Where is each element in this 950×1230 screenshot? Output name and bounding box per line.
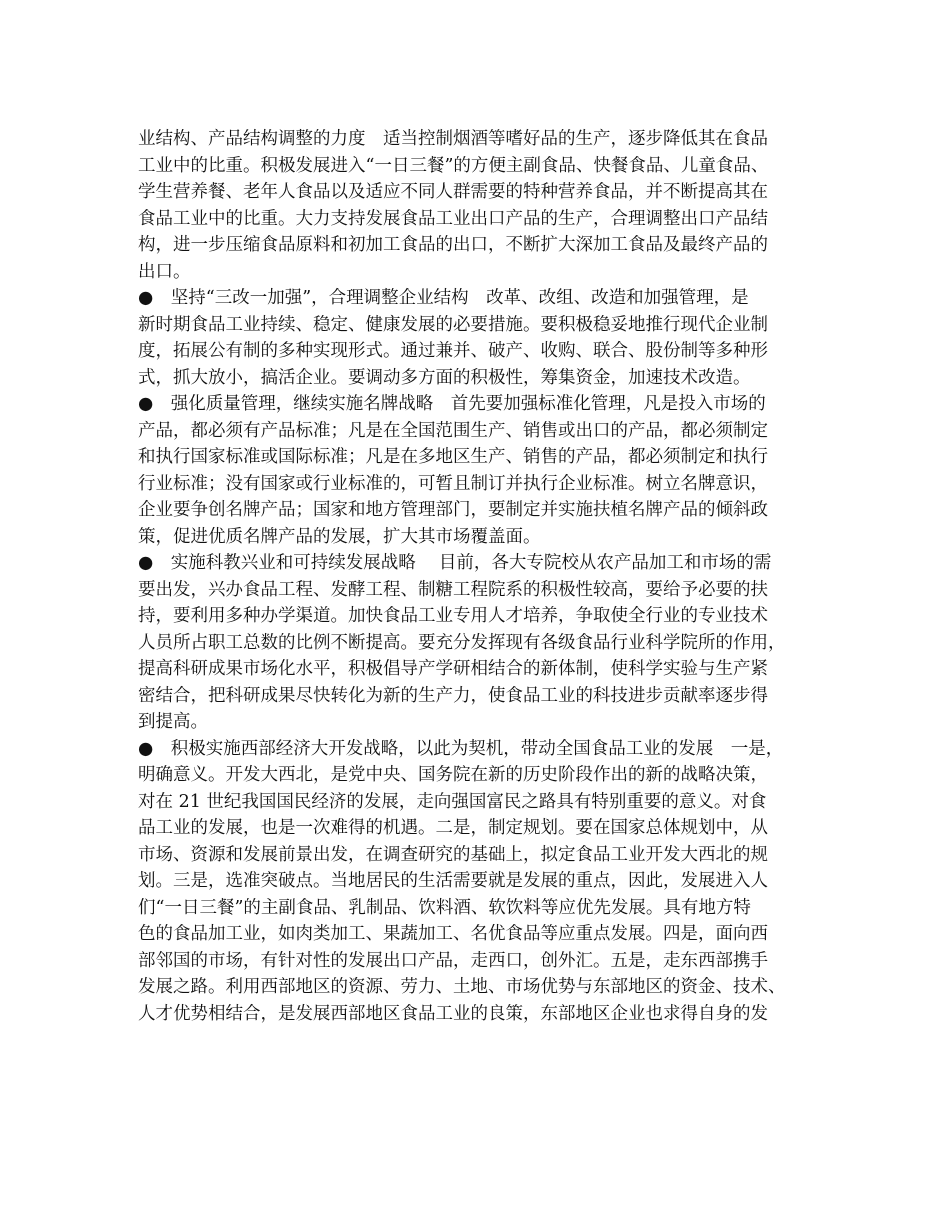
text-line: 持，要利用多种办学渠道。加快食品工业专用人才培养，争取使全行业的专业技术 (138, 606, 768, 626)
bullet-item-line: ● 强化质量管理，继续实施名牌战略 首先要加强标准化管理，凡是投入市场的 (138, 394, 766, 414)
text-line: 和执行国家标准或国际标准；凡是在多地区生产、销售的产品，都必须制定和执行 (138, 447, 768, 467)
text-line: 策，促进优质名牌产品的发展，扩大其市场覆盖面。 (138, 526, 541, 547)
text-line: 出口。 (138, 261, 191, 282)
text-line: 对在 21 世纪我国国民经济的发展，走向强国富民之路具有特别重要的意义。对食 (138, 791, 767, 812)
text-line: 企业要争创名牌产品；国家和地方管理部门，要制定并实施扶植名牌产品的倾斜政 (138, 500, 768, 520)
text-line: 工业中的比重。积极发展进入“一日三餐”的方便主副食品、快餐食品、儿童食品、 (138, 155, 769, 176)
text-line: 要出发，兴办食品工程、发酵工程、制糖工程院系的积极性较高，要给予必要的扶 (138, 579, 768, 600)
body-text (138, 126, 813, 1027)
text-line: 部邻国的市场，有针对性的发展出口产品，走西口，创外汇。五是，走东西部携手 (138, 950, 768, 971)
text-line: 们“一日三餐”的主副食品、乳制品、饮料酒、软饮料等应优先发展。具有地方特 (138, 897, 751, 918)
text-line: 食品工业中的比重。大力支持发展食品工业出口产品的生产，合理调整出口产品结 (138, 208, 768, 229)
text-line: 度，拓展公有制的多种实现形式。通过兼并、破产、收购、联合、股份制等多种形 (138, 341, 768, 361)
text-line: 人员所占职工总数的比例不断提高。要充分发挥现有各级食品行业科学院所的作用， (138, 632, 786, 653)
text-line: 品工业的发展，也是一次难得的机遇。二是，制定规划。要在国家总体规划中，从 (138, 818, 768, 838)
text-line: 业结构、产品结构调整的力度 适当控制烟酒等嗜好品的生产，逐步降低其在食品 (138, 129, 768, 149)
bullet-item-line: ● 积极实施西部经济大开发战略，以此为契机，带动全国食品工业的发展 一是， (138, 738, 784, 759)
text-line: 产品，都必须有产品标准；凡是在全国范围生产、销售或出口的产品，都必须制定 (138, 420, 768, 441)
text-line: 构，进一步压缩食品原料和初加工食品的出口，不断扩大深加工食品及最终产品的 (138, 235, 768, 255)
text-line: 密结合，把科研成果尽快转化为新的生产力，使食品工业的科技进步贡献率逐步得 (138, 685, 768, 706)
text-line: 行业标准；没有国家或行业标准的，可暂且制订并执行企业标准。树立名牌意识， (138, 473, 768, 494)
text-line: 明确意义。开发大西北，是党中央、国务院在新的历史阶段作出的新的战略决策， (138, 765, 768, 785)
text-line: 学生营养餐、老年人食品以及适应不同人群需要的特种营养食品，并不断提高其在 (138, 182, 768, 202)
text-line: 人才优势相结合，是发展西部地区食品工业的良策，东部地区企业也求得自身的发 (138, 1003, 768, 1024)
text-line: 市场、资源和发展前景出发，在调查研究的基础上，拟定食品工业开发大西北的规 (138, 844, 768, 865)
text-line: 发展之路。利用西部地区的资源、劳力、土地、市场优势与东部地区的资金、技术、 (138, 977, 786, 997)
bullet-item-line: ● 坚持“三改一加强”，合理调整企业结构 改革、改组、改造和加强管理，是 (138, 288, 749, 308)
text-line: 到提高。 (138, 712, 208, 732)
text-line: 划。三是，选准突破点。当地居民的生活需要就是发展的重点，因此，发展进入人 (138, 871, 768, 891)
bullet-item-line: ● 实施科教兴业和可持续发展战略 目前，各大专院校从农产品加工和市场的需 (138, 553, 772, 573)
text-line: 式，抓大放小，搞活企业。要调动多方面的积极性，筹集资金，加速技术改造。 (138, 367, 751, 388)
text-line: 色的食品加工业，如肉类加工、果蔬加工、名优食品等应重点发展。四是，面向西 (138, 924, 768, 944)
text-line: 提高科研成果市场化水平，积极倡导产学研相结合的新体制，使科学实验与生产紧 (138, 659, 768, 679)
text-line: 新时期食品工业持续、稳定、健康发展的必要措施。要积极稳妥地推行现代企业制 (138, 314, 768, 335)
